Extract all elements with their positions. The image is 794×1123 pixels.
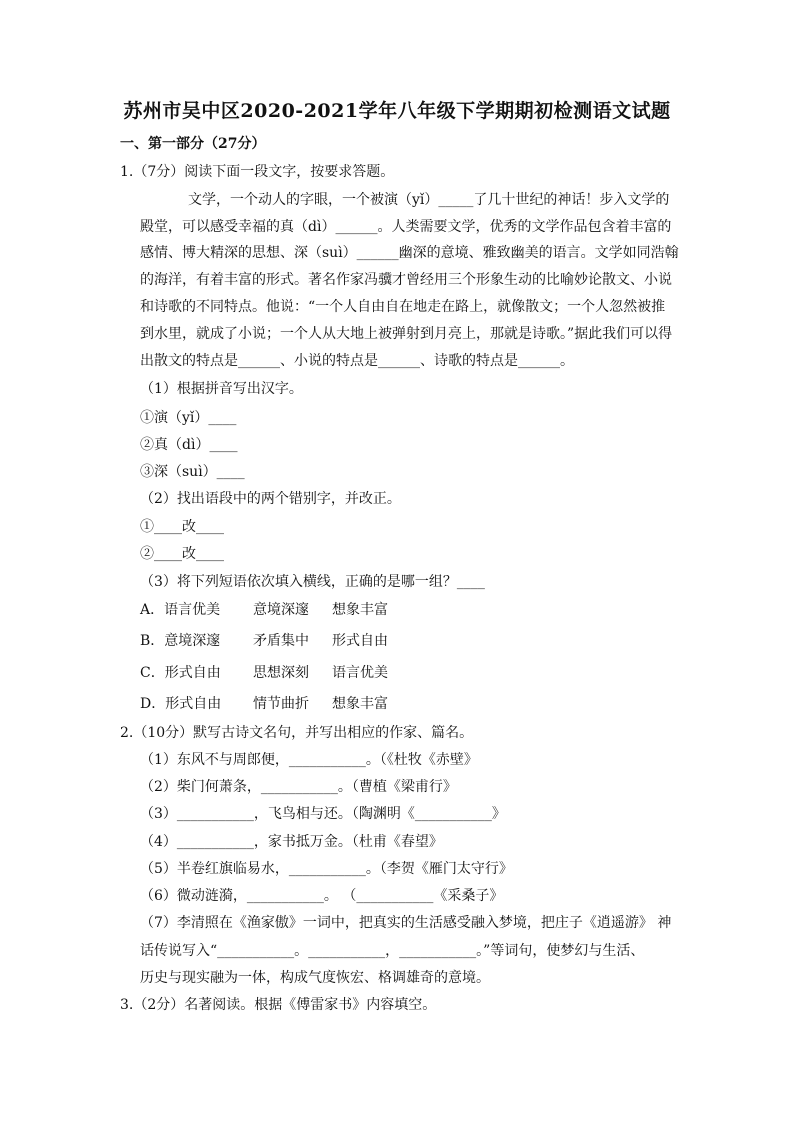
section-heading: 一、第一部分（27分） <box>120 136 266 152</box>
sub2-item: ②____改____ <box>140 546 224 562</box>
question-3-stem: 3.（2分）名著阅读。根据《傅雷家书》内容填空。 <box>120 997 437 1013</box>
option-b: B．意境深邃 矛盾集中 形式自由 <box>140 633 388 649</box>
poem-line: （3）___________，飞鸟相与还。（陶渊明《___________》 <box>140 806 506 822</box>
option-d: D．形式自由 情节曲折 想象丰富 <box>140 696 388 712</box>
poem-line: （5）半卷红旗临易水，___________。（李贺《雁门太守行》 <box>140 861 513 877</box>
passage-line: 文学，一个动人的字眼，一个被演（yǐ）_____了几十世纪的神话！步入文学的 <box>188 192 670 208</box>
sub1-item: ①演（yǐ）____ <box>140 410 237 426</box>
sub-question-3: （3）将下列短语依次填入横线，正确的是哪一组？____ <box>140 574 485 590</box>
sub2-item: ①____改____ <box>140 519 224 535</box>
sub-question-2: （2）找出语段中的两个错别字，并改正。 <box>140 491 401 507</box>
poem-line: （4）___________，家书抵万金。（杜甫《春望》 <box>140 834 443 850</box>
passage-line: 到水里，就成了小说；一个人从大地上被弹射到月亮上，那就是诗歌。”据此我们可以得 <box>140 326 673 342</box>
poem-line: （7）李清照在《渔家傲》一词中，把真实的生活感受融入梦境，把庄子《逍遥游》 神 <box>140 915 672 931</box>
page-title: 苏州市吴中区2020-2021学年八年级下学期期初检测语文试题 <box>123 100 671 122</box>
sub-question-1: （1）根据拼音写出汉字。 <box>140 381 303 397</box>
sub1-item: ②真（dì）____ <box>140 437 238 453</box>
poem-line: 话传说写入“___________。___________，___________。”等词句，使梦幻与生活、 <box>140 943 645 959</box>
poem-line: （6）微动涟漪，___________。 （___________《采桑子》 <box>140 888 504 904</box>
passage-line: 和诗歌的不同特点。他说：“一个人自由自在地走在路上，就像散文；一个人忽然被推 <box>140 299 666 315</box>
option-a: A．语言优美 意境深邃 想象丰富 <box>140 602 388 618</box>
passage-line: 出散文的特点是______、小说的特点是______、诗歌的特点是______。 <box>140 353 574 369</box>
passage-line: 的海洋，有着丰富的形式。著名作家冯骥才曾经用三个形象生动的比喻妙论散文、小说 <box>140 272 672 288</box>
poem-line: 历史与现实融为一体，构成气度恢宏、格调雄奇的意境。 <box>140 970 490 986</box>
option-c: C．形式自由 思想深刻 语言优美 <box>140 665 388 681</box>
passage-line: 感情、博大精深的思想、深（suì）______幽深的意境、雅致幽美的语言。文学如同浩翰 <box>140 245 679 261</box>
sub1-item: ③深（suì）____ <box>140 464 245 480</box>
poem-line: （2）柴门何萧条，___________。（曹植《梁甫行》 <box>140 779 457 795</box>
passage-line: 殿堂，可以感受幸福的真（dì）______。人类需要文学，优秀的文学作品包含着丰富的 <box>140 219 672 235</box>
poem-line: （1）东风不与周郎便，___________。（《杜牧《赤壁》 <box>140 752 478 768</box>
question-1-stem: 1.（7分）阅读下面一段文字，按要求答题。 <box>120 164 395 180</box>
question-2-stem: 2.（10分）默写古诗文名句，并写出相应的作家、篇名。 <box>120 725 474 741</box>
